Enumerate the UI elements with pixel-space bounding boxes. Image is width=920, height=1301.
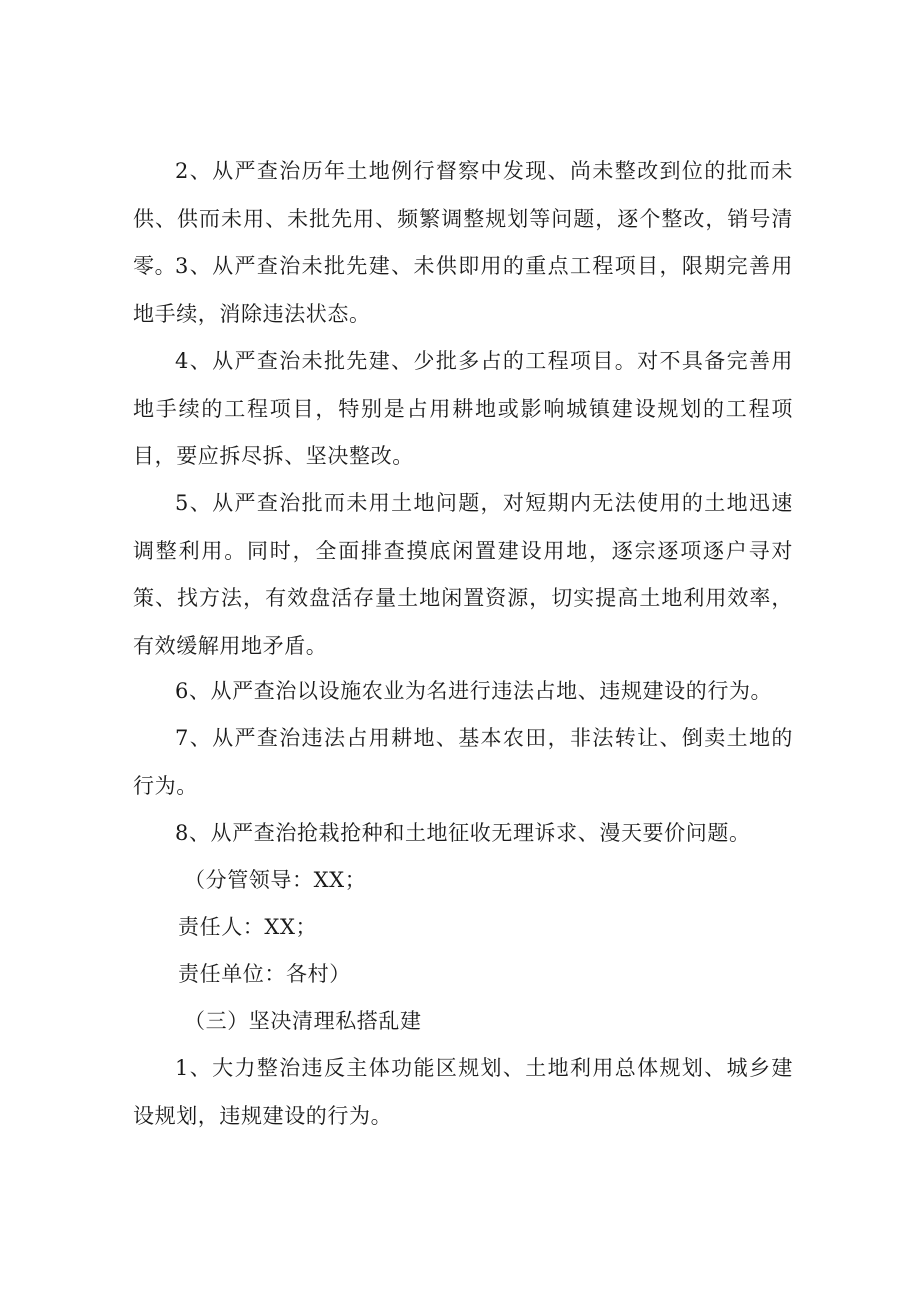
paragraph-item-3: 3、从严查治未批先建、未供即用的重点工程项目，限期完善用地手续，消除违法状态。 — [133, 254, 793, 326]
paragraph-item-7: 7、从严查治违法占用耕地、基本农田，非法转让、倒卖土地的行为。 — [133, 726, 793, 798]
responsible-unit: 责任单位：各村） — [178, 962, 351, 986]
paragraph-item-5: 5、从严查治批而未用土地问题，对短期内无法使用的土地迅速调整利用。同时，全面排查摸底闲置建设用地，逐宗逐项逐户寻对策、找方法，有效盘活存量土地闲置资源，切实提高土地利用效率，有效缓解用地矛盾。 — [133, 491, 793, 658]
paragraph-clear-item-1: 1、大力整治违反主体功能区规划、土地利用总体规划、城乡建设规划，违规建设的行为。 — [133, 1056, 793, 1128]
responsible-leader: （分管领导：XX； — [184, 868, 367, 892]
paragraph-item-8: 8、从严查治抢栽抢种和土地征收无理诉求、漫天要价问题。 — [175, 821, 751, 845]
section-heading: （三）坚决清理私搭乱建 — [184, 1009, 422, 1033]
paragraph-item-4: 4、从严查治未批先建、少批多占的工程项目。对不具备完善用地手续的工程项目，特别是占用耕地或影响城镇建设规划的工程项目，要应拆尽拆、坚决整改。 — [133, 349, 793, 468]
responsible-person: 责任人：XX； — [178, 915, 318, 939]
paragraph-item-6: 6、从严查治以设施农业为名进行违法占地、违规建设的行为。 — [175, 679, 773, 703]
paragraph-item-2: 2、从严查治历年土地例行督察中发现、尚未整改到位的批而未供、供而未用、未批先用、频繁调整规划等问题，逐个整改，销号清零。 — [133, 159, 793, 278]
